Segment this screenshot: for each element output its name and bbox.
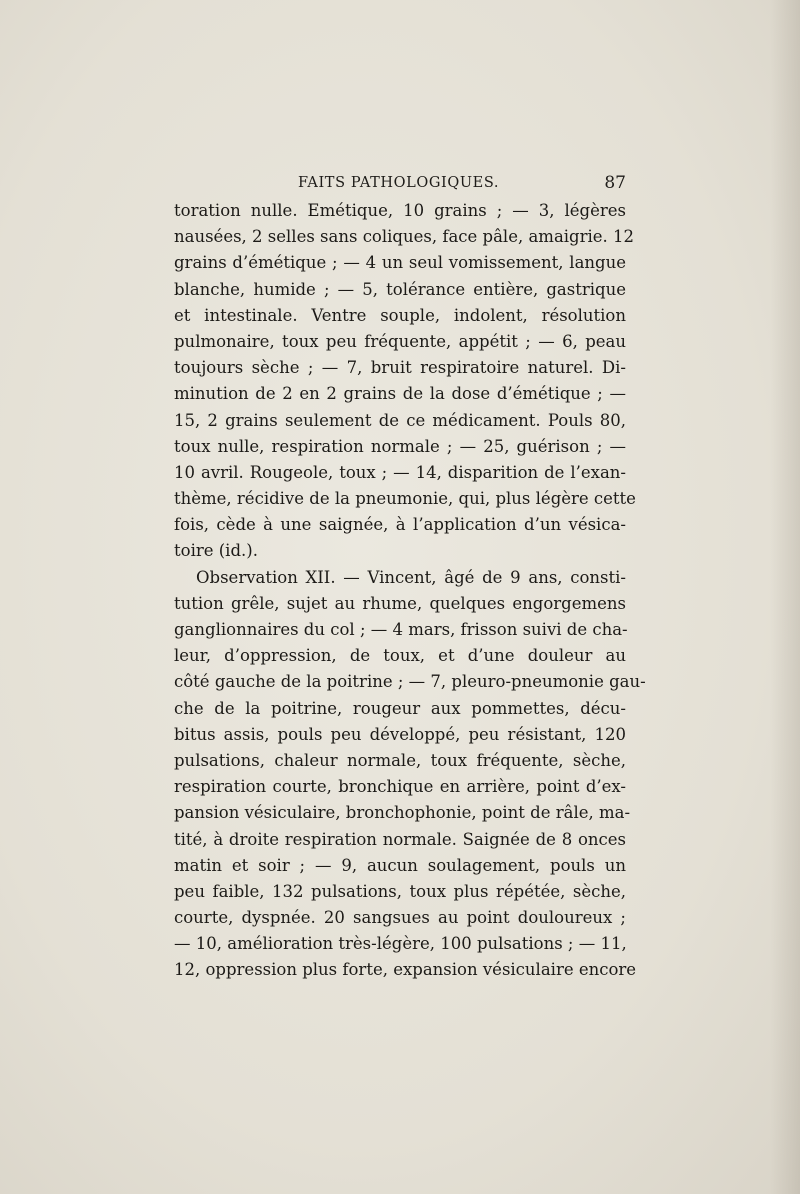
text-line: pansion vésiculaire, bronchophonie, point de râle, ma- — [174, 803, 631, 823]
text-line: respiration courte, bronchique en arrière, point d’ex- — [174, 777, 626, 797]
text-line: toire (id.). — [174, 541, 258, 561]
text-line: minution de 2 en 2 grains de la dose d’émétique ; — — [174, 384, 626, 404]
text-line: toux nulle, respiration normale ; — 25, guérison ; — — [174, 436, 626, 456]
observation-heading-line: Observation XII. — Vincent, âgé de 9 ans, consti- — [196, 567, 626, 587]
text-line: peu faible, 132 pulsations, toux plus répétée, sèche, — [174, 881, 626, 901]
text-line: grains d’émétique ; — 4 un seul vomissement, langue — [174, 253, 626, 273]
page-header — [174, 173, 626, 197]
text-line: fois, cède à une saignée, à l’application d’un vésica- — [174, 515, 626, 535]
text-line: pulmonaire, toux peu fréquente, appétit ; — 6, peau — [174, 331, 626, 351]
text-line: toujours sèche ; — 7, bruit respiratoire naturel. Di- — [174, 358, 626, 378]
body-text — [174, 198, 646, 984]
text-line: 12, oppression plus forte, expansion vésiculaire encore — [174, 960, 637, 980]
text-line: courte, dyspnée. 20 sangsues au point douloureux ; — [174, 908, 626, 928]
text-line: blanche, humide ; — 5, tolérance entière, gastrique — [174, 279, 626, 299]
page-edge-shadow — [770, 0, 800, 1194]
text-line: matin et soir ; — 9, aucun soulagement, pouls un — [174, 855, 626, 875]
text-line: ganglionnaires du col ; — 4 mars, frisson suivi de cha- — [174, 620, 628, 639]
page-number: 87 — [604, 173, 626, 193]
text-line: che de la poitrine, rougeur aux pommettes, décu- — [174, 698, 626, 718]
text-line: tution grêle, sujet au rhume, quelques engorgemens — [174, 593, 626, 613]
text-line: tité, à droite respiration normale. Saignée de 8 onces — [174, 829, 626, 849]
text-line: côté gauche de la poitrine ; — 7, pleuro-pneumonie gau- — [174, 672, 646, 692]
text-line: pulsations, chaleur normale, toux fréquente, sèche, — [174, 750, 626, 770]
text-line: et intestinale. Ventre souple, indolent, résolution — [174, 305, 626, 325]
text-line: 15, 2 grains seulement de ce médicament. Pouls 80, — [174, 410, 626, 430]
running-title: FAITS PATHOLOGIQUES. — [298, 175, 500, 191]
text-line: bitus assis, pouls peu développé, peu résistant, 120 — [174, 724, 626, 744]
text-line: — 10, amélioration très-légère, 100 pulsations ; — 11, — [174, 934, 627, 954]
text-line: toration nulle. Emétique, 10 grains ; — 3, légères — [174, 201, 626, 220]
text-line: nausées, 2 selles sans coliques, face pâle, amaigrie. 12 — [174, 227, 635, 247]
text-line: leur, d’oppression, de toux, et d’une douleur au — [174, 646, 626, 666]
text-line: thème, récidive de la pneumonie, qui, plus légère cette — [174, 489, 636, 509]
text-line: 10 avril. Rougeole, toux ; — 14, disparition de l’exan- — [174, 462, 626, 482]
